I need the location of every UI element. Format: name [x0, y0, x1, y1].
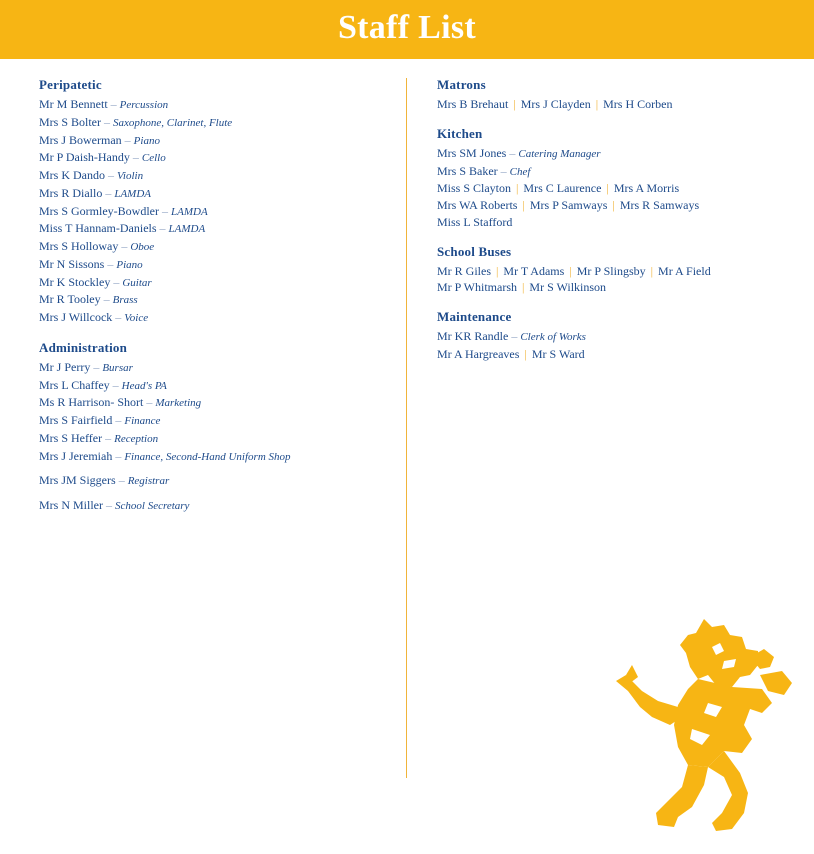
- staff-name: Mr T Adams: [503, 263, 565, 278]
- staff-name: Mr A Field: [658, 263, 711, 278]
- staff-role: Violin: [117, 170, 144, 182]
- role-dash: –: [109, 377, 122, 392]
- staff-name: Mrs J Bowerman: [39, 132, 122, 147]
- staff-name: Mrs S Fairfield: [39, 413, 113, 427]
- role-dash: –: [112, 310, 125, 324]
- staff-line: [437, 180, 797, 197]
- section-school-buses: [437, 244, 797, 297]
- staff-line: [39, 359, 389, 377]
- staff-name: Ms R Harrison- Short: [39, 395, 144, 410]
- right-column: [437, 77, 797, 376]
- staff-line: [437, 328, 797, 346]
- staff-name: Mrs J Clayden: [520, 97, 591, 111]
- staff-line: [39, 114, 389, 132]
- staff-name: Mrs K Dando: [39, 168, 105, 182]
- staff-name: Mrs N Miller: [39, 498, 103, 512]
- role-dash: –: [159, 203, 171, 218]
- staff-line: [39, 377, 389, 395]
- staff-line: [39, 412, 389, 430]
- lion-rampant-icon: [612, 617, 798, 835]
- staff-name: Mrs A Morris: [613, 181, 680, 196]
- section-heading: Kitchen: [437, 125, 483, 141]
- staff-role: LAMDA: [171, 205, 208, 218]
- role-dash: –: [102, 185, 115, 200]
- staff-name: Mrs J Willcock: [39, 310, 113, 324]
- staff-name: Mrs B Brehaut: [437, 97, 509, 111]
- staff-line: [39, 472, 389, 490]
- staff-name: Mr S Wilkinson: [529, 280, 607, 295]
- staff-role: Guitar: [122, 276, 152, 289]
- page-title: Staff List: [337, 8, 477, 46]
- staff-role: Finance: [124, 415, 161, 427]
- staff-name: Mr K Stockley: [39, 274, 111, 289]
- staff-role: Percussion: [119, 99, 169, 111]
- staff-name: Mr A Hargreaves: [437, 346, 520, 361]
- staff-role: Head's PA: [121, 379, 167, 392]
- staff-line: [39, 448, 389, 466]
- title-banner: [0, 0, 814, 59]
- staff-line: [39, 274, 389, 292]
- role-dash: –: [497, 163, 510, 178]
- staff-name: Mrs WA Roberts: [437, 198, 518, 212]
- role-dash: –: [156, 221, 169, 236]
- staff-role: Registrar: [127, 475, 170, 488]
- staff-name: Mr P Daish-Handy: [39, 150, 130, 165]
- separator-bar: |: [513, 97, 516, 111]
- role-dash: –: [102, 430, 115, 445]
- staff-role: Catering Manager: [518, 147, 601, 160]
- staff-line: [437, 279, 797, 296]
- left-column: [39, 77, 389, 528]
- staff-role: Saxophone, Clarinet, Flute: [113, 116, 233, 129]
- section-administration: [39, 340, 389, 515]
- staff-name: Mr J Perry: [39, 359, 91, 374]
- staff-name: Miss T Hannam-Daniels: [39, 221, 157, 236]
- staff-name: Mrs P Samways: [529, 198, 608, 212]
- staff-role: School Secretary: [115, 500, 190, 512]
- section-kitchen: [437, 126, 797, 231]
- staff-name: Mrs S Bolter: [39, 114, 102, 129]
- separator-bar: |: [650, 263, 654, 278]
- staff-role: Piano: [133, 134, 160, 147]
- staff-line: [437, 263, 797, 280]
- staff-name: Mrs J Jeremiah: [39, 448, 113, 463]
- section-peripatetic: [39, 77, 389, 327]
- staff-role: Voice: [124, 312, 149, 324]
- role-dash: –: [129, 150, 142, 165]
- role-dash: –: [112, 448, 125, 463]
- staff-role: LAMDA: [168, 223, 206, 236]
- role-dash: –: [101, 114, 114, 129]
- role-dash: –: [508, 329, 521, 343]
- section-heading: Matrons: [437, 77, 486, 92]
- separator-bar: |: [595, 97, 599, 111]
- staff-name: Mrs L Chaffey: [39, 377, 110, 392]
- separator-bar: |: [522, 280, 525, 295]
- role-dash: –: [118, 239, 131, 253]
- staff-name: Mr R Tooley: [39, 292, 101, 307]
- role-dash: –: [90, 359, 103, 374]
- separator-bar: |: [524, 346, 527, 361]
- staff-role: Oboe: [130, 241, 155, 253]
- staff-name: Mrs S Baker: [437, 163, 498, 178]
- role-dash: –: [107, 97, 120, 111]
- staff-name: Mr M Bennett: [39, 97, 108, 111]
- separator-bar: |: [569, 263, 572, 278]
- staff-name: Mrs R Samways: [619, 198, 700, 212]
- staff-role: Chef: [509, 165, 531, 178]
- section-heading: School Buses: [437, 243, 512, 259]
- staff-line: [39, 167, 389, 185]
- role-dash: –: [121, 132, 134, 147]
- staff-name: Mrs S Heffer: [39, 430, 103, 445]
- staff-name: Miss S Clayton: [437, 181, 512, 196]
- role-dash: –: [104, 256, 117, 271]
- staff-line: [437, 145, 797, 163]
- staff-role: LAMDA: [114, 187, 152, 200]
- column-divider: [406, 78, 407, 778]
- role-dash: –: [103, 498, 115, 512]
- staff-line: [437, 96, 797, 113]
- role-dash: –: [115, 473, 128, 488]
- separator-bar: |: [516, 181, 519, 196]
- staff-line: [39, 185, 389, 203]
- staff-role: Cello: [141, 152, 166, 165]
- staff-line: [39, 256, 389, 274]
- role-dash: –: [112, 413, 125, 427]
- staff-name: Mrs S Gormley-Bowdler: [39, 203, 159, 218]
- staff-name: Mr KR Randle: [437, 329, 509, 343]
- staff-name: Mr P Whitmarsh: [437, 280, 517, 295]
- staff-line: [437, 214, 797, 231]
- staff-line: [39, 203, 389, 221]
- section-matrons: [437, 77, 797, 113]
- role-dash: –: [506, 145, 519, 160]
- staff-line: [39, 309, 389, 327]
- role-dash: –: [143, 395, 156, 410]
- staff-name: Miss L Stafford: [437, 214, 513, 229]
- staff-name: Mrs R Diallo: [39, 185, 103, 200]
- staff-line: [437, 197, 797, 214]
- staff-line: [39, 291, 389, 309]
- separator-bar: |: [522, 198, 525, 212]
- separator-bar: |: [496, 263, 499, 278]
- separator-bar: |: [612, 198, 615, 212]
- separator-bar: |: [606, 181, 609, 196]
- staff-role: Clerk of Works: [520, 331, 586, 343]
- section-heading: Peripatetic: [39, 77, 102, 92]
- staff-role: Marketing: [155, 397, 202, 410]
- section-maintenance: [437, 309, 797, 363]
- role-dash: –: [105, 168, 117, 182]
- staff-line: [39, 430, 389, 448]
- staff-role: Finance, Second-Hand Uniform Shop: [124, 450, 291, 463]
- staff-name: Mr N Sissons: [39, 256, 105, 271]
- staff-line: [437, 163, 797, 181]
- staff-role: Piano: [116, 258, 143, 271]
- staff-line: [39, 149, 389, 167]
- staff-role: Bursar: [102, 361, 133, 374]
- staff-role: Reception: [114, 432, 159, 445]
- staff-line: [39, 238, 389, 256]
- section-heading: Administration: [39, 339, 128, 355]
- staff-name: Mrs H Corben: [603, 97, 673, 111]
- staff-name: Mr P Slingsby: [576, 263, 646, 278]
- staff-name: Mrs S Holloway: [39, 239, 119, 253]
- staff-line: [39, 132, 389, 150]
- staff-line: [39, 96, 389, 114]
- section-heading: Maintenance: [437, 309, 512, 324]
- staff-line: [39, 497, 389, 515]
- staff-name: Mrs C Laurence: [523, 181, 602, 196]
- staff-name: Mrs SM Jones: [437, 145, 507, 160]
- staff-name: Mrs JM Siggers: [39, 473, 116, 488]
- staff-line: [39, 394, 389, 412]
- staff-role: Brass: [112, 294, 138, 307]
- role-dash: –: [100, 292, 113, 307]
- staff-name: Mr S Ward: [531, 346, 585, 361]
- staff-line: [39, 220, 389, 238]
- staff-line: [437, 346, 797, 363]
- staff-name: Mr R Giles: [437, 263, 491, 278]
- role-dash: –: [110, 274, 123, 289]
